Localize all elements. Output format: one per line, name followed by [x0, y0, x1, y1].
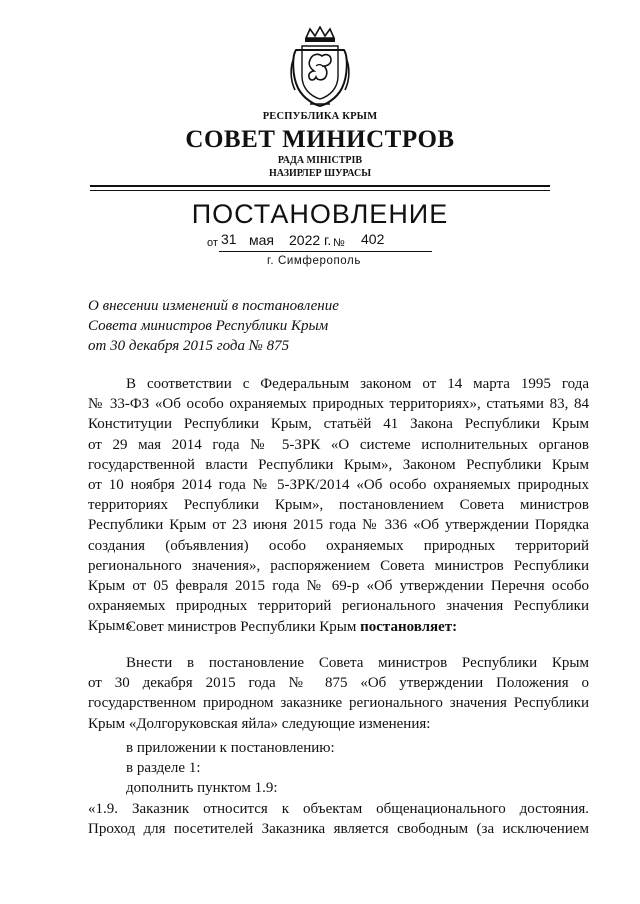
header-divider-thick [90, 185, 550, 187]
decree-year: 2022 [289, 232, 321, 248]
resolves-text: Совет министров Республики Крым [126, 619, 361, 635]
council-heading: СОВЕТ МИНИСТРОВ [185, 126, 455, 153]
text-line: создания (объявления) особо охраняемых природных территорий [88, 537, 589, 554]
amendment-line: в разделе 1: [126, 760, 201, 777]
resolves-keyword: постановляет: [360, 619, 458, 635]
clause-line: Проход для посетителей Заказника является свободным (за исключением [88, 820, 589, 837]
amendment-intro-paragraph [88, 653, 589, 734]
decree-city: г. Симферополь [267, 255, 361, 267]
republic-heading: РЕСПУБЛИКА КРЫМ [262, 111, 378, 122]
amendment-line: дополнить пунктом 1.9: [126, 780, 278, 797]
text-line: Крым от 05 февраля 2015 года № 69-р «Об утверждении Перечня особо [88, 578, 589, 595]
resolves-paragraph [88, 617, 589, 637]
subject-line: Совета министров Республики Крым [88, 318, 329, 334]
amendment-line: в приложении к постановлению: [126, 740, 335, 756]
year-suffix: г. [324, 232, 332, 248]
number-label: № [333, 237, 345, 249]
decree-date-line [207, 230, 432, 252]
date-underline [219, 251, 432, 252]
decree-subject [88, 296, 408, 356]
amendments-block [88, 738, 589, 839]
preamble-paragraph [88, 374, 589, 637]
text-line: Крым «Долгоруковская яйла» следующие изменения: [88, 715, 431, 732]
text-line: государственном природном заказнике регионального значения Республики [88, 695, 589, 712]
text-line: от 29 мая 2014 года № 5-ЗРК «О системе исполнительных органов [88, 436, 589, 453]
subject-line: О внесении изменений в постановление [88, 298, 339, 314]
text-line: территориях Республики Крым», постановлением Совета министров [88, 497, 589, 514]
resolves-line [88, 617, 589, 637]
text-line: государственной власти Республики Крым», Законом Республики Крым [88, 456, 589, 473]
subject-line: от 30 декабря 2015 года № 875 [88, 338, 290, 354]
text-line: от 10 ноября 2014 года № 5-ЗРК/2014 «Об особо охраняемых природных [88, 477, 589, 494]
text-line: Внести в постановление Совета министров Республики Крым [126, 655, 589, 671]
text-line: регионального значения», распоряжением Совета министров Республики [88, 557, 589, 574]
clause-line: «1.9. Заказник относится к объектам общенационального достояния. [88, 800, 589, 817]
text-line: Конституции Республики Крым, статьёй 41 Закона Республики Крым [88, 416, 589, 433]
from-label: от [207, 237, 218, 249]
text-line: № 33-ФЗ «Об особо охраняемых природных территориях», статьями 83, 84 [88, 396, 589, 413]
text-line: Крым» [88, 618, 133, 635]
text-line: охраняемых природных территорий регионального значения Республики [88, 598, 589, 615]
decree-day: 31 [221, 231, 237, 247]
coat-of-arms-emblem [286, 26, 354, 108]
council-crimean-tatar-heading: НАЗИРЛЕР ШУРАСЫ [268, 168, 372, 179]
header-divider-thin [90, 190, 550, 191]
text-line: Республики Крым от 23 июня 2015 года № 336 «Об утверждении Порядка [88, 517, 589, 534]
text-line: В соответствии с Федеральным законом от 14 марта 1995 года [126, 376, 589, 392]
decree-month: мая [249, 232, 274, 248]
text-line: от 30 декабря 2015 года № 875 «Об утверждении Положения о [88, 675, 589, 692]
document-type-title: ПОСТАНОВЛЕНИЕ [191, 199, 449, 229]
decree-number: 402 [361, 231, 385, 247]
council-ukrainian-heading: РАДА МІНІСТРІВ [277, 155, 363, 166]
